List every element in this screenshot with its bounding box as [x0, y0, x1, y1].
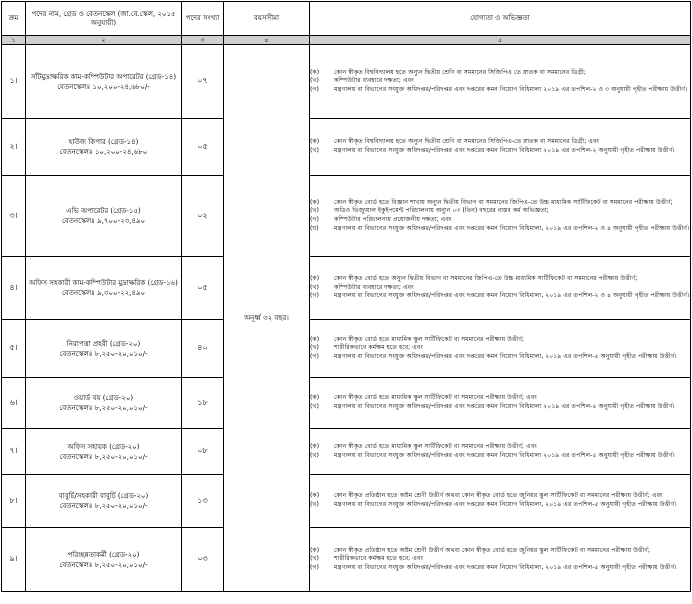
qualification-item: [310, 492, 690, 501]
serial-cell: ৮।: [2, 475, 26, 528]
post-name: নিরাপত্তা প্রহরী (গ্রেড-২০): [66, 339, 141, 348]
item-marker: (খ): [310, 344, 319, 352]
pay-scale: বেতনস্কেলঃ ৯,৭০০-২৩,৪৯০: [61, 217, 146, 225]
qualification-item: [310, 147, 690, 156]
post-name: অফিস সহকারী কাম-কম্পিউটার মুদ্রাক্ষরিক (গ্রেড-১৬): [29, 279, 178, 287]
item-marker: (ক): [310, 275, 320, 283]
table-row: [2, 475, 691, 528]
post-cell: [26, 176, 182, 257]
post-cell: [26, 528, 182, 592]
header-age: বয়সসীমা: [224, 2, 310, 36]
item-text: কম্পিউটার ব্যবহারে দক্ষতা; এবং: [334, 283, 414, 291]
item-text: মন্ত্রণালয় বা বিভাগের সংযুক্ত অধিদপ্তর/পরিদপ্তর এবং দপ্তরের কমন নিয়োগ বিধিমালা ২০১৯ এর তপশিল-২ ও ৩ অনুযায়ী গৃহীত পরীক্ষায় উত্তীর্ণ।: [334, 85, 688, 93]
item-marker: (খ): [310, 77, 319, 85]
post-count: ০৩: [182, 528, 224, 592]
table-row: [2, 119, 691, 176]
qualification-item: [310, 336, 690, 345]
item-text: কোন স্বীকৃত বোর্ড হতে মাধ্যমিক স্কুল সার্টিফিকেট বা সমমানের পরীক্ষায় উত্তীর্ণ; এবং: [334, 442, 537, 450]
item-marker: (গ): [310, 563, 319, 571]
item-text: কোন স্বীকৃত বিশ্ববিদ্যালয় হতে অন্যুন দ্বিতীয় শ্রেণি বা সমমানের সিজিপিএ-তে স্নাতক বা সমমানের ডিগ্রী; এবং: [334, 138, 600, 146]
post-cell: [26, 320, 182, 378]
qualification-cell: [310, 429, 691, 475]
serial-cell: ৭।: [2, 429, 26, 475]
header-count: পদের সংখ্যা: [182, 2, 224, 36]
post-cell: [26, 475, 182, 528]
serial-cell: ৫।: [2, 320, 26, 378]
post-count: ৪০: [182, 320, 224, 378]
qualification-item: [310, 86, 690, 95]
qualification-item: [310, 216, 690, 225]
item-marker: (ক): [310, 138, 320, 146]
post-name: পরিচ্ছন্নতাকর্মী (গ্রেড-২০): [67, 550, 140, 559]
post-name: হাউজ কিপার (গ্রেড-১৪): [68, 138, 139, 146]
table-row: [2, 378, 691, 429]
column-number: ৩: [182, 36, 224, 45]
pay-scale: বেতনস্কেলঃ ৮,২৫০-২০,০১০/-: [59, 452, 148, 461]
post-name: অফিস সহায়ক (গ্রেড-২০): [67, 442, 140, 451]
item-marker: (ক): [310, 442, 320, 450]
post-count: ০৭: [182, 45, 224, 119]
pay-scale: বেতনস্কেলঃ ১০,২০০-২৪,৬৮০/-: [57, 82, 150, 91]
item-marker: (ক): [310, 394, 320, 402]
qualification-item: [310, 443, 690, 452]
qualification-cell: [310, 176, 691, 257]
qualification-cell: [310, 119, 691, 176]
item-marker: (খ): [310, 207, 319, 215]
pay-scale: বেতনস্কেলঃ ৯,৩০০-২২,৪৯০: [61, 289, 146, 297]
column-number: ৪: [224, 36, 310, 45]
item-text: কম্পিউটার ব্যবহারে দক্ষতা; এবং: [334, 77, 414, 85]
column-number-row: [2, 36, 691, 45]
post-name: এভি অপারেটর (গ্রেড-১৫): [66, 207, 141, 215]
item-text: মন্ত্রণালয় বা বিভাগের সংযুক্ত অধিদপ্তর/পরিদপ্তর এবং দপ্তরের কমন নিয়োগ বিধিমালা ২০১৯ এর তপশিল-৫ অনুযায়ী গৃহীত পরীক্ষায় উত্তীর্ণ।: [334, 451, 675, 459]
post-name: বাবুর্চি/সহকারী বাবুর্চি (গ্রেড-২০): [58, 492, 149, 500]
pay-scale: বেতনস্কেলঃ ৮,২৫০-২০,০১০/-: [59, 404, 148, 412]
item-marker: (ক): [310, 198, 320, 206]
item-marker: (ঘ): [310, 224, 319, 232]
item-marker: (খ): [310, 147, 319, 154]
pay-scale: বেতনস্কেলঃ ৮,২৫০-২০,০১০/-: [59, 349, 148, 358]
qualification-cell: [310, 45, 691, 119]
post-name: সাঁটমুদ্রাক্ষরিক কাম-কম্পিউটার অপারেটর (গ্রেড-১৪): [30, 72, 177, 81]
qualification-item: [310, 138, 690, 147]
post-count: ১৮: [182, 378, 224, 429]
post-count: ০২: [182, 176, 224, 257]
item-text: মন্ত্রণালয় বা বিভাগের সংযুক্ত অধিদপ্তর/পরিদপ্তর এবং দপ্তরের কমন নিয়োগ বিধিমালা, ২০১৯ এর তপশিল-২ ও ৪ অনুযায়ী গৃহীত পরীক্ষায় উত্তীর্ণ।: [334, 224, 690, 232]
post-cell: [26, 45, 182, 119]
item-text: কোন স্বীকৃত বিশ্ববিদ্যালয় হতে অন্যুন দ্বিতীয় শ্রেণি বা সমমানের সিজিপিএ তে স্নাতক বা সমমানের ডিগ্রী;: [334, 68, 587, 76]
qualification-cell: [310, 320, 691, 378]
item-marker: (খ): [310, 501, 319, 508]
item-text: মন্ত্রণালয় বা বিভাগের সংযুক্ত অধিদপ্তর/পরিদপ্তর এবং দপ্তরের কমন নিয়োগ বিধিমালা, ২০১৯ এর তপশিল-২ ও ৪ অনুযায়ী গৃহীত পরীক্ষায় উত্তীর্ণ।: [334, 292, 690, 300]
post-cell: [26, 257, 182, 320]
qualification-item: [310, 564, 690, 573]
pay-scale: বেতনস্কেলঃ ৮,২৫০-২০,০১০/-: [59, 502, 148, 510]
post-count: ০৫: [182, 119, 224, 176]
table-body: [2, 45, 691, 592]
qualification-cell: [310, 475, 691, 528]
pay-scale: বেতনস্কেলঃ ১০,২০০-২৪,৬৮০: [59, 148, 148, 156]
qualification-cell: [310, 257, 691, 320]
pay-scale: বেতনস্কেলঃ ৮,২৫০-২০,০১০/-: [59, 560, 148, 569]
item-text: মন্ত্রণালয় বা বিভাগের সংযুক্ত অধিদপ্তর/পরিদপ্তর এবং দপ্তরের কমন নিয়োগ বিধিমালা ২০১৯ এর তপশিল-৫ অনুযায়ী গৃহীত পরীক্ষায় উত্তীর্ণ।: [334, 403, 675, 410]
qualification-item: [310, 292, 690, 301]
item-text: মন্ত্রণালয় বা বিভাগের সংযুক্ত অধিদপ্তর/পরিদপ্তর এবং দপ্তরের কমন নিয়োগ বিধিমালা ২০১৯ এর তপশিল-২ অনুযায়ী গৃহীত পরীক্ষায় উত্তীর্ণ।: [334, 147, 675, 154]
post-count: ০৮: [182, 429, 224, 475]
item-text: অডিও ভিজ্যুয়াল ইকুইপমেন্ট পরিচালনায় অন্যুন ০৩ (তিন) বছরের বাস্তব কর্ম অভিজ্ঞতা;: [334, 207, 549, 215]
item-marker: (ক): [310, 546, 320, 554]
item-text: কম্পিউটার পরিচালনায় প্রয়োজনীয় দক্ষতা; এবং: [334, 216, 452, 223]
age-limit: অনূর্ধ্ব ৩২ বছর।: [224, 45, 310, 592]
table-row: [2, 257, 691, 320]
item-text: কোন স্বীকৃত বোর্ড হতে মাধ্যমিক স্কুল সার্টিফিকেট বা সমমানের পরীক্ষায় উত্তীর্ণ; এবং: [334, 394, 537, 402]
item-marker: (ক): [310, 335, 320, 343]
header-qualification: যোগ্যতা ও অভিজ্ঞতা: [310, 2, 691, 36]
qualification-item: [310, 284, 690, 293]
item-marker: (গ): [310, 292, 319, 300]
table-row: [2, 45, 691, 119]
qualification-item: [310, 77, 690, 86]
post-cell: [26, 429, 182, 475]
item-text: কোন স্বীকৃত প্রতিষ্ঠান হতে অষ্টম শ্রেণী উত্তীর্ণ অথবা কোন স্বীকৃত বোর্ড হতে জুনিয়র স্কুল সার্টিফিকেট বা সমমানের পরীক্ষায় উত্তীর্ণ;: [334, 546, 650, 554]
qualification-item: [310, 452, 690, 461]
qualification-item: [310, 275, 690, 284]
qualification-item: [310, 501, 690, 510]
header-serial: ক্রম: [2, 2, 26, 36]
item-marker: (ক): [310, 68, 320, 76]
item-marker: (গ): [310, 85, 319, 93]
serial-cell: ৪।: [2, 257, 26, 320]
item-marker: (গ): [310, 352, 319, 360]
post-cell: [26, 119, 182, 176]
item-marker: (খ): [310, 451, 319, 459]
item-text: কোন স্বীকৃত বোর্ড হতে মাধ্যমিক স্কুল সার্টিফিকেট বা সমমানের পরীক্ষায় উত্তীর্ণ;: [334, 335, 525, 343]
post-count: ০৫: [182, 257, 224, 320]
recruitment-table: [1, 1, 691, 592]
item-text: কোন স্বীকৃত বোর্ড হতে অন্যুন দ্বিতীয় বিভাগ বা সমমানের জিপিএ-তে উচ্চ মাধ্যমিক সার্টিফিকেট বা সমমানের পরীক্ষায় উত্তীর্ণ;: [334, 275, 638, 283]
qualification-cell: [310, 528, 691, 592]
qualification-item: [310, 225, 690, 234]
serial-cell: ৬।: [2, 378, 26, 429]
serial-cell: ২।: [2, 119, 26, 176]
qualification-cell: [310, 378, 691, 429]
qualification-item: [310, 344, 690, 353]
item-text: মন্ত্রণালয় বা বিভাগের সংযুক্ত অধিদপ্তর/পরিদপ্তর এবং দপ্তরের কমন নিয়োগ বিধিমালা, ২০১৯ এর তপশিল-৫ অনুযায়ী গৃহীত পরীক্ষায় উত্তীর্ণ।: [334, 563, 677, 571]
serial-cell: ৩।: [2, 176, 26, 257]
column-number: ২: [26, 36, 182, 45]
column-number: ১: [2, 36, 26, 45]
header-row: [2, 2, 691, 36]
item-marker: (খ): [310, 283, 319, 291]
qualification-item: [310, 394, 690, 403]
table-row: [2, 176, 691, 257]
item-text: শারীরিকভাবে কর্মক্ষম হতে হবে; এবং: [334, 344, 424, 352]
post-name: ওয়ার্ড বয় (গ্রেড-২০): [73, 394, 134, 402]
item-marker: (ক): [310, 492, 320, 500]
item-marker: (খ): [310, 555, 319, 563]
item-text: কোন স্বীকৃত বোর্ড হতে বিজ্ঞান শাখায় অন্যুন দ্বিতীয় বিভাগ বা সমমানের জিপিএ-তে উচ্চ মাধ্যমিক সার্টিফিকেট বা সমমানের পরীক্ষায় উত্তীর্ণ;: [334, 198, 673, 206]
item-text: শারীরিকভাবে কর্মক্ষম হতে হবে; এবং: [334, 555, 424, 563]
item-marker: (গ): [310, 216, 319, 223]
qualification-item: [310, 199, 690, 208]
table-row: [2, 528, 691, 592]
serial-cell: ১।: [2, 45, 26, 119]
qualification-item: [310, 207, 690, 216]
item-text: কোন স্বীকৃত প্রতিষ্ঠান হতে অষ্টম শ্রেণী উত্তীর্ণ অথবা কোন স্বীকৃত বোর্ড হতে জুনিয়র স্কুল সার্টিফিকেট বা সমমানের পরীক্ষায় উত্তীর্ণ; এবং: [334, 492, 663, 500]
header-post: পদের নাম, গ্রেড ও বেতনস্কেল (জা.বে.স্কেল, ২০১৫ অনুযায়ী): [26, 2, 182, 36]
table-row: [2, 320, 691, 378]
qualification-item: [310, 547, 690, 556]
column-number: ৫: [310, 36, 691, 45]
table-row: [2, 429, 691, 475]
qualification-item: [310, 353, 690, 362]
post-cell: [26, 378, 182, 429]
item-marker: (খ): [310, 403, 319, 410]
qualification-item: [310, 403, 690, 412]
qualification-item: [310, 69, 690, 78]
qualification-item: [310, 555, 690, 564]
post-count: ১৩: [182, 475, 224, 528]
item-text: মন্ত্রণালয় বা বিভাগের সংযুক্ত অধিদপ্তর/পরিদপ্তর এবং দপ্তরের কমন নিয়োগ বিধিমালা, ২০১৯ এর তপশিল-৫ অনুযায়ী গৃহীত পরীক্ষায় উত্তীর্ণ।: [334, 501, 677, 508]
serial-cell: ৯।: [2, 528, 26, 592]
item-text: মন্ত্রণালয় বা বিভাগের সংযুক্ত অধিদপ্তর/পরিদপ্তর এবং দপ্তরের কমন নিয়োগ বিধিমালা, ২০১৯ এর তপশিল-৫ অনুযায়ী গৃহীত পরীক্ষায় উত্তীর্ণ।: [334, 352, 677, 360]
